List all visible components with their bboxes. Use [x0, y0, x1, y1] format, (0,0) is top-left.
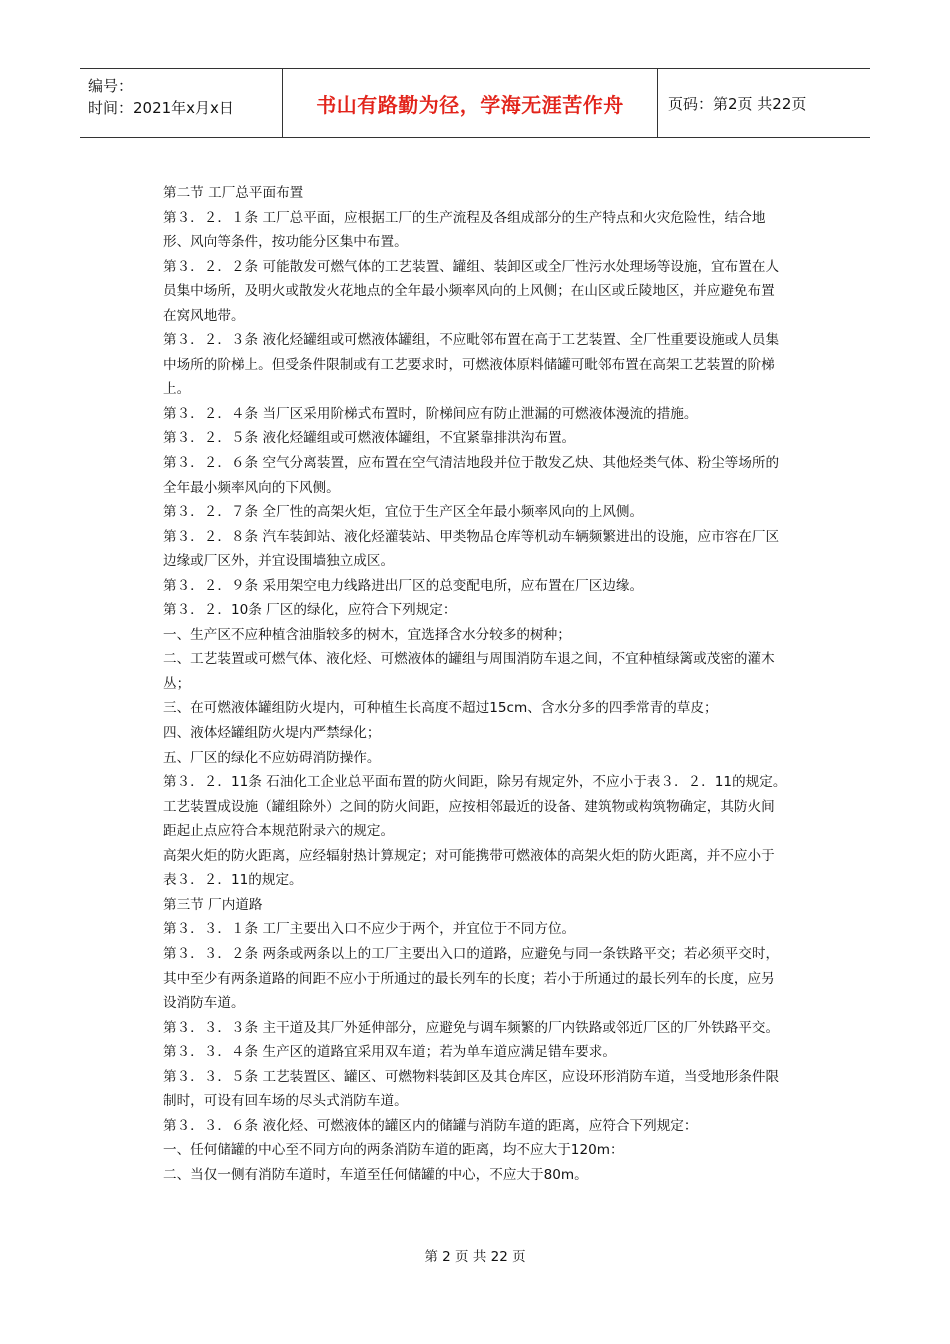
section-heading: 第二节 工厂总平面布置	[163, 185, 304, 201]
article-paragraph: 第３．２．４条 当厂区采用阶梯式布置时，阶梯间应有防止泄漏的可燃液体漫流的措施。	[163, 405, 698, 422]
document-body	[163, 181, 788, 1187]
article-paragraph: 第３．２．１条 工厂总平面，应根据工厂的生产流程及各组成部分的生产特点和火灾危险性，结合地形、风向等条件，按功能分区集中布置。	[163, 209, 766, 251]
list-item: 一、任何储罐的中心至不同方向的两条消防车道的距离，均不应大于120m：	[163, 1142, 624, 1159]
header-motto: 书山有路勤为径，学海无涯苦作舟	[283, 69, 658, 137]
article-paragraph: 第３．３．１条 工厂主要出入口不应少于两个，并宜位于不同方位。	[163, 921, 576, 938]
header-meta	[80, 69, 283, 137]
list-item: 二、工艺装置或可燃气体、液化烃、可燃液体的罐组与周围消防车退之间，不宜种植绿篱或茂密的灌木丛；	[163, 651, 775, 692]
document-date-label: 时间：2021年x月x日	[88, 99, 234, 117]
list-item: 三、在可燃液体罐组防火堤内，可种植生长高度不超过15cm、含水分多的四季常青的草皮；	[163, 700, 718, 717]
page-footer: 第 2 页 共 22 页	[424, 1249, 526, 1265]
article-paragraph: 第３．２．５条 液化烃罐组或可燃液体罐组，不宜紧靠排洪沟布置。	[163, 430, 576, 447]
article-paragraph: 第３．２．11条 石油化工企业总平面布置的防火间距，除另有规定外，不应小于表３．２．11的规定。工艺装置成设施（罐组除外）之间的防火间距，应按相邻最近的设备、建筑物或构筑物确定，其防火间距起止点应符合本规范附录六的规定。	[163, 774, 787, 840]
page-header	[80, 68, 870, 138]
list-item: 四、液体烃罐组防火堤内严禁绿化；	[163, 725, 381, 742]
article-paragraph: 第３．２．７条 全厂性的高架火炬，宜位于生产区全年最小频率风向的上风侧。	[163, 504, 644, 521]
list-item: 五、厂区的绿化不应妨碍消防操作。	[163, 749, 381, 766]
article-paragraph: 第３．２．10条 厂区的绿化，应符合下列规定：	[163, 602, 457, 619]
article-paragraph: 第３．３．６条 液化烃、可燃液体的罐区内的储罐与消防车道的距离，应符合下列规定：	[163, 1117, 698, 1134]
article-paragraph: 第３．２．２条 可能散发可燃气体的工艺装置、罐组、装卸区或全厂性污水处理场等设施，宜布置在人员集中场所，及明火或散发火花地点的全年最小频率风向的上风侧；在山区或丘陵地区，并应避免布置在窝风地带。	[163, 258, 780, 324]
list-item: 一、生产区不应种植含油脂较多的树木，宜选择含水分较多的树种；	[163, 626, 571, 643]
article-paragraph: 第３．２．９条 采用架空电力线路进出厂区的总变配电所，应布置在厂区边缘。	[163, 577, 644, 594]
article-paragraph: 第３．３．４条 生产区的道路宜采用双车道；若为单车道应满足错车要求。	[163, 1044, 616, 1061]
list-item: 二、当仅一侧有消防车道时，车道至任何储罐的中心，不应大于80m。	[163, 1166, 588, 1183]
section-heading: 第三节 厂内道路	[163, 896, 263, 913]
article-paragraph: 第３．２．６条 空气分离装置，应布置在空气清洁地段并位于散发乙炔、其他烃类气体、粉尘等场所的全年最小频率风向的下风侧。	[163, 455, 780, 496]
document-number-label: 编号：	[88, 77, 134, 95]
article-paragraph: 第３．３．５条 工艺装置区、罐区、可燃物料装卸区及其仓库区，应设环形消防车道，当受地形条件限制时，可设有回车场的尽头式消防车道。	[163, 1068, 780, 1110]
header-page-info: 页码：第2页 共22页	[668, 94, 807, 113]
article-paragraph: 第３．２．８条 汽车装卸站、液化烃灌装站、甲类物品仓库等机动车辆频繁进出的设施，应市容在厂区边缘或厂区外，并宜设围墙独立成区。	[163, 528, 780, 570]
article-paragraph: 第３．３．３条 主干道及其厂外延伸部分，应避免与调车频繁的厂内铁路或邻近厂区的厂外铁路平交。	[163, 1019, 780, 1036]
article-paragraph: 第３．２．３条 液化烃罐组或可燃液体罐组，不应毗邻布置在高于工艺装置、全厂性重要设施或人员集中场所的阶梯上。但受条件限制或有工艺要求时，可燃液体原料储罐可毗邻布置在高架工艺装置的阶梯上。	[163, 332, 780, 398]
article-paragraph: 第３．３．２条 两条或两条以上的工厂主要出入口的道路，应避免与同一条铁路平交；若必须平交时，其中至少有两条道路的间距不应小于所通过的最长列车的长度；若小于所通过的最长列车的长度，应另设消防车道。	[163, 945, 780, 1012]
article-paragraph: 高架火炬的防火距离，应经辐射热计算规定；对可能携带可燃液体的高架火炬的防火距离，并不应小于表３．２．11的规定。	[163, 847, 775, 889]
